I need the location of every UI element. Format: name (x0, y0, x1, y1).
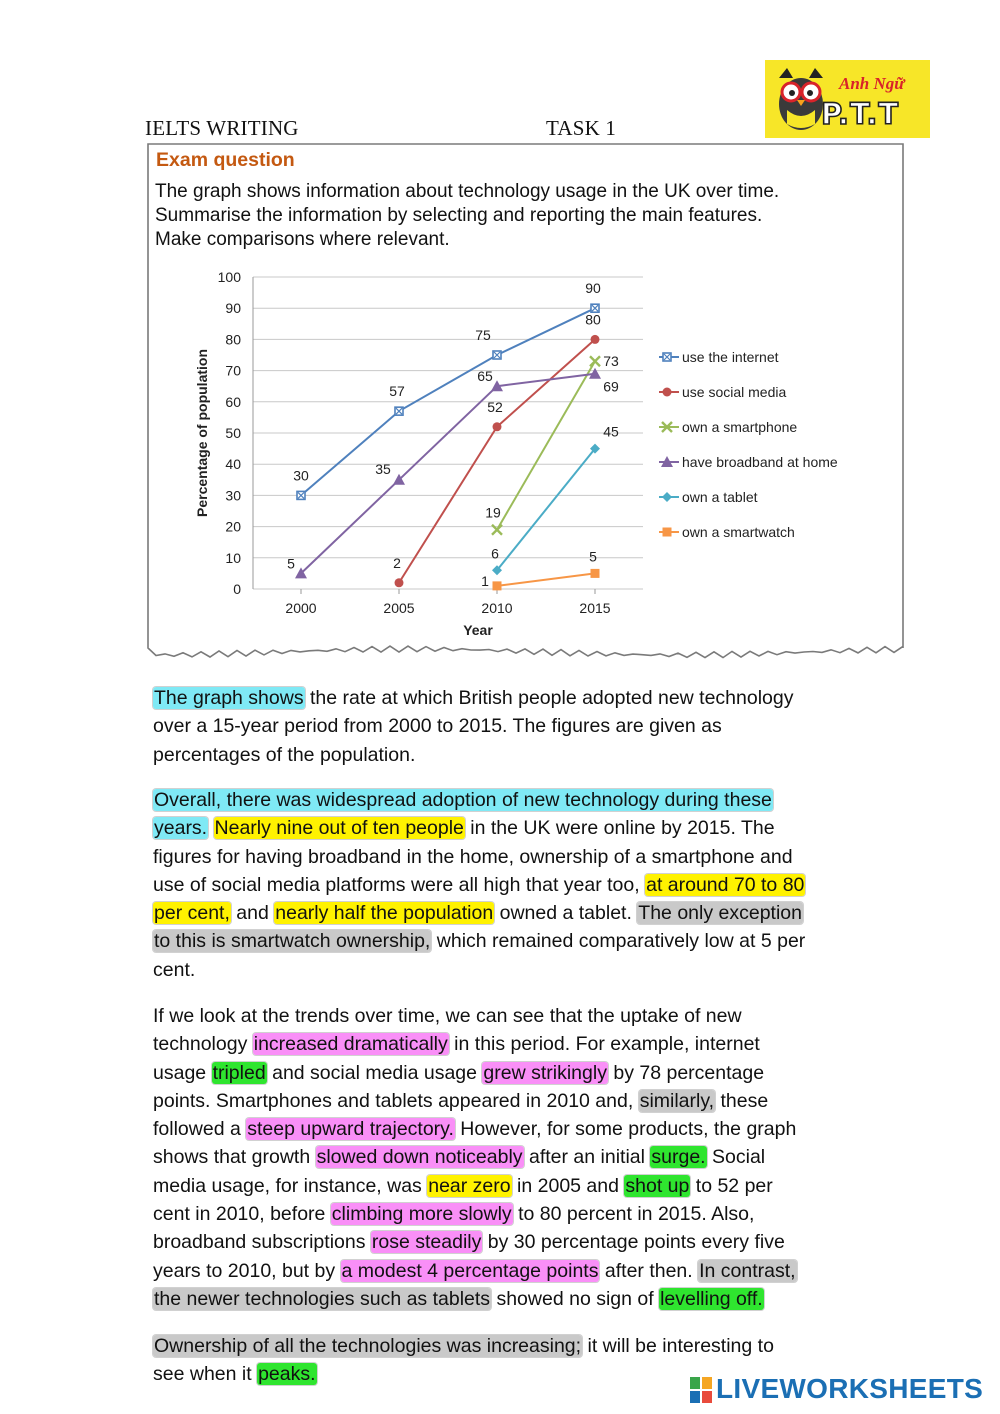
essay-line (153, 1030, 913, 1058)
essay-line (153, 814, 913, 842)
series-own-a-tablet (492, 444, 679, 576)
legend-marker (663, 528, 672, 537)
series-line (301, 374, 595, 574)
data-label: 5 (589, 548, 597, 565)
essay-text: technology (153, 1033, 253, 1056)
essay-line (153, 1115, 913, 1143)
essay-text: and (230, 902, 275, 925)
y-tick-label: 0 (233, 581, 241, 597)
essay-text: by 30 percentage points every five (482, 1231, 785, 1254)
highlighted-phrase: The only exception (638, 902, 802, 925)
data-label: 73 (603, 353, 619, 370)
highlighted-phrase: a modest 4 percentage points (341, 1259, 599, 1282)
essay-text: usage (153, 1061, 212, 1084)
y-tick-label: 20 (225, 518, 241, 535)
exam-question-box (147, 143, 904, 661)
essay-line (153, 1059, 913, 1087)
series-line (497, 449, 595, 571)
header-task: TASK 1 (546, 116, 617, 140)
essay-text: showed no sign of (491, 1287, 660, 1310)
essay-line (153, 843, 913, 871)
essay-line (153, 1257, 913, 1285)
data-label: 35 (375, 460, 391, 477)
highlighted-phrase: Nearly nine out of ten people (214, 817, 464, 840)
essay-line (153, 1285, 913, 1313)
header-ielts-writing: IELTS WRITING (145, 116, 299, 140)
data-label: 52 (487, 398, 503, 415)
x-tick-label: 2015 (579, 600, 611, 616)
essay-line (153, 871, 913, 899)
essay-line (153, 927, 913, 955)
y-tick-label: 90 (225, 300, 241, 317)
essay-text: years to 2010, but by (153, 1259, 341, 1282)
liveworksheets-watermark (690, 1373, 990, 1407)
data-label: 65 (477, 368, 493, 385)
data-label: 5 (287, 555, 295, 572)
x-tick-label: 2005 (383, 600, 415, 616)
highlighted-phrase: increased dramatically (253, 1033, 448, 1056)
essay-line (153, 786, 913, 814)
legend-entry: use social media (682, 384, 787, 400)
essay-text: figures for having broadband in the home, ownership of a smartphone and (153, 845, 793, 868)
data-point (590, 356, 600, 366)
highlighted-phrase: to this is smartwatch ownership, (154, 930, 431, 953)
x-axis-label: Year (463, 622, 493, 638)
essay-text: see when it (153, 1363, 258, 1386)
exam-instructions (155, 180, 900, 252)
y-tick-label: 40 (225, 456, 241, 473)
essay-line (153, 956, 913, 984)
highlighted-phrase: slowed down noticeably (316, 1146, 523, 1169)
essay-text: percentages of the population. (153, 743, 416, 766)
x-tick-label: 2000 (285, 600, 317, 616)
series-own-a-smartwatch (493, 528, 680, 591)
y-tick-label: 80 (225, 331, 241, 348)
data-label: 30 (293, 467, 309, 484)
legend-entry: use the internet (682, 349, 779, 365)
y-tick-label: 10 (225, 549, 241, 566)
data-label: 6 (491, 545, 499, 562)
legend-entry: have broadband at home (682, 454, 838, 470)
highlighted-phrase: per cent, (154, 902, 230, 925)
data-label: 69 (603, 378, 619, 395)
essay-text: it will be interesting to (582, 1335, 774, 1357)
liveworksheets-wordmark: LIVEWORKSHEETS (716, 1373, 984, 1404)
liveworksheets-logo-icon (690, 1377, 712, 1403)
essay-text: followed a (153, 1118, 247, 1141)
legend-marker (663, 388, 672, 397)
essay-text: after an initial (523, 1146, 651, 1169)
highlighted-phrase: Overall, there was widespread adoption of new technology during these (154, 789, 772, 811)
essay-paragraph (153, 1002, 913, 1313)
highlighted-phrase: steep upward trajectory. (247, 1118, 454, 1141)
essay-text: Social (706, 1146, 766, 1169)
highlighted-phrase: the newer technologies such as tablets (154, 1287, 491, 1310)
highlighted-phrase: surge. (651, 1146, 706, 1169)
essay-text: owned a tablet. (494, 902, 638, 925)
essay-paragraph (153, 684, 913, 769)
essay-line (153, 1087, 913, 1115)
essay-text: to 52 per (690, 1174, 773, 1197)
y-tick-label: 100 (217, 269, 241, 285)
y-tick-label: 30 (225, 487, 241, 504)
essay-text (208, 817, 213, 839)
highlighted-phrase: tripled (212, 1061, 266, 1084)
essay-text: over a 15-year period from 2000 to 2015. The figures are given as (153, 715, 722, 738)
data-label: 2 (393, 554, 401, 571)
series-line (497, 361, 595, 529)
highlighted-phrase: climbing more slowly (331, 1203, 512, 1226)
data-label: 19 (485, 504, 501, 521)
essay-text: after then. (599, 1259, 699, 1282)
essay-line (153, 1228, 913, 1256)
series-line (497, 573, 595, 585)
essay-line (153, 1002, 913, 1030)
x-tick-label: 2010 (481, 600, 513, 616)
technology-usage-line-chart (183, 267, 883, 647)
essay-text: to 80 percent in 2015. Also, (512, 1203, 755, 1226)
highlighted-phrase: near zero (428, 1174, 511, 1197)
highlighted-phrase: levelling off. (660, 1287, 763, 1310)
highlighted-phrase: peaks. (258, 1363, 316, 1386)
essay-text: If we look at the trends over time, we can see that the uptake of new (153, 1005, 742, 1027)
essay-text: broadband subscriptions (153, 1231, 371, 1254)
data-point (591, 569, 600, 578)
highlighted-phrase: at around 70 to 80 (646, 873, 805, 896)
logo-line1: Anh Ngữ (839, 74, 905, 93)
legend-marker (662, 492, 672, 502)
essay-text: in this period. For example, internet (448, 1033, 760, 1056)
y-tick-label: 60 (225, 393, 241, 410)
data-point (395, 578, 404, 587)
essay-line (153, 741, 913, 769)
essay-text: by 78 percentage (607, 1061, 765, 1084)
data-point (493, 422, 502, 431)
essay-text: and social media usage (266, 1061, 483, 1084)
highlighted-phrase: nearly half the population (275, 902, 494, 925)
data-label: 45 (603, 423, 619, 440)
logo-line2: P.T.T (821, 97, 900, 131)
data-point (493, 581, 502, 590)
essay-paragraph (153, 786, 913, 984)
y-axis-label: Percentage of population (194, 348, 210, 518)
anh-ngu-ptt-logo (765, 60, 930, 138)
essay-text: the rate at which British people adopted new technology (304, 687, 794, 709)
highlighted-phrase: Ownership of all the technologies was increasing; (154, 1335, 582, 1357)
data-point (591, 335, 600, 344)
essay-text: points. Smartphones and tablets appeared in 2010 and, (153, 1089, 639, 1112)
essay-text: media usage, for instance, was (153, 1174, 428, 1197)
essay-line (153, 712, 913, 740)
essay-text: use of social media platforms were all high that year too, (153, 873, 646, 896)
exam-line: Summarise the information by selecting and reporting the main features. (155, 205, 763, 226)
exam-line: The graph shows information about technology usage in the UK over time. (155, 181, 780, 202)
essay-line (153, 1200, 913, 1228)
highlighted-phrase: shot up (625, 1174, 690, 1197)
essay-line (153, 1143, 913, 1171)
essay-text: these (715, 1089, 769, 1112)
essay-text: which remained comparatively low at 5 per (431, 930, 806, 953)
essay-line (153, 684, 913, 712)
highlighted-phrase: The graph shows (154, 687, 304, 709)
data-label: 90 (585, 280, 601, 297)
essay-text: However, for some products, the graph (454, 1118, 797, 1141)
y-tick-label: 50 (225, 425, 241, 441)
highlighted-phrase: years. (154, 817, 208, 840)
essay-text: cent in 2010, before (153, 1203, 331, 1226)
data-label: 80 (585, 311, 601, 328)
y-tick-label: 70 (225, 362, 241, 379)
data-label: 1 (481, 572, 489, 589)
data-label: 75 (475, 327, 491, 343)
highlighted-phrase: In contrast, (699, 1259, 796, 1282)
essay-text: in 2005 and (511, 1174, 625, 1197)
highlighted-phrase: grew strikingly (483, 1061, 607, 1084)
exam-title: Exam question (156, 149, 295, 171)
legend-entry: own a tablet (682, 489, 758, 505)
legend-entry: own a smartphone (682, 419, 798, 435)
essay-text: shows that growth (153, 1146, 316, 1169)
essay-text: cent. (153, 958, 196, 981)
essay-line (153, 1332, 913, 1360)
highlighted-phrase: similarly, (639, 1089, 715, 1112)
highlighted-phrase: rose steadily (371, 1231, 482, 1254)
exam-line: Make comparisons where relevant. (155, 229, 450, 250)
essay-text: in the UK were online by 2015. The (464, 817, 775, 840)
data-label: 57 (389, 383, 405, 400)
essay-line (153, 1172, 913, 1200)
essay-line (153, 899, 913, 927)
legend-entry: own a smartwatch (682, 524, 795, 540)
